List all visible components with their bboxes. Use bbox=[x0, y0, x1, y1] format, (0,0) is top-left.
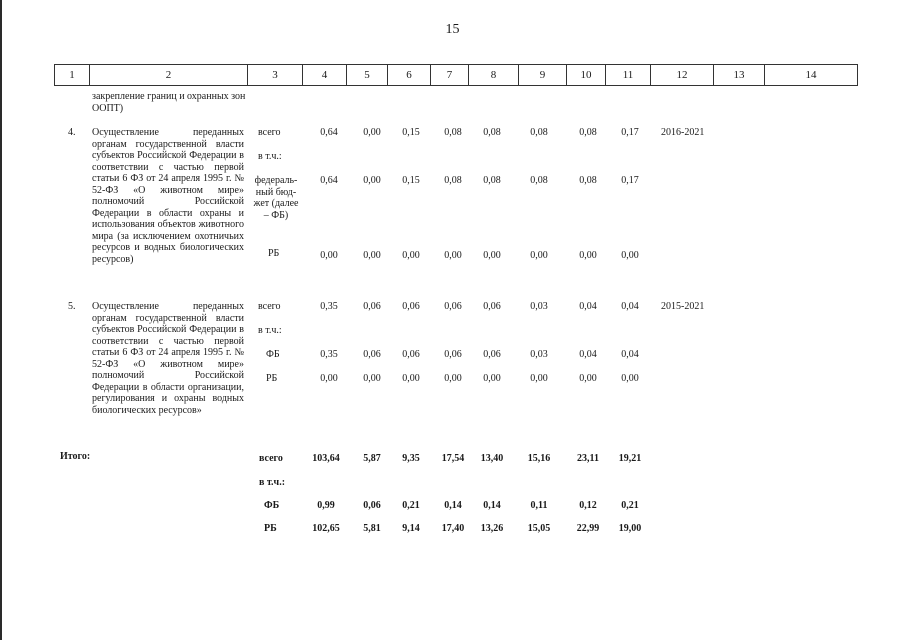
total-value-cell: 23,11 bbox=[577, 453, 599, 464]
value-cell: 0,00 bbox=[402, 373, 420, 384]
fb-label: федераль-ный бюд-жет (далее – ФБ) bbox=[253, 175, 299, 221]
header-col-9: 9 bbox=[519, 64, 567, 86]
period-cell: 2016-2021 bbox=[661, 127, 705, 138]
total-value-cell: 103,64 bbox=[312, 453, 340, 464]
total-value-cell: 19,21 bbox=[618, 453, 642, 464]
value-cell: 0,00 bbox=[483, 373, 501, 384]
total-value-cell: 0,99 bbox=[317, 500, 335, 511]
total-value-cell: 17,54 bbox=[441, 453, 465, 464]
rb-label: РБ bbox=[266, 373, 278, 384]
value-cell: 0,04 bbox=[621, 349, 639, 360]
value-cell: 0,04 bbox=[579, 301, 597, 312]
value-cell: 0,15 bbox=[402, 127, 420, 138]
value-cell: 0,00 bbox=[402, 250, 420, 261]
value-cell: 0,04 bbox=[579, 349, 597, 360]
header-col-1: 1 bbox=[54, 64, 90, 86]
header-col-4: 4 bbox=[303, 64, 347, 86]
value-cell: 0,00 bbox=[444, 373, 462, 384]
value-cell: 0,08 bbox=[444, 127, 462, 138]
value-cell: 0,06 bbox=[483, 349, 501, 360]
value-cell: 0,08 bbox=[579, 175, 597, 186]
value-cell: 0,00 bbox=[530, 250, 548, 261]
total-value-cell: 0,21 bbox=[621, 500, 639, 511]
header-col-10: 10 bbox=[567, 64, 606, 86]
itogo-fb-label: ФБ bbox=[264, 500, 280, 511]
value-cell: 0,00 bbox=[621, 373, 639, 384]
period-cell: 2015-2021 bbox=[661, 301, 705, 312]
value-cell: 0,00 bbox=[363, 373, 381, 384]
value-cell: 0,00 bbox=[579, 373, 597, 384]
value-cell: 0,06 bbox=[483, 301, 501, 312]
header-col-11: 11 bbox=[606, 64, 651, 86]
value-cell: 0,08 bbox=[530, 175, 548, 186]
total-value-cell: 0,14 bbox=[444, 500, 462, 511]
value-cell: 0,17 bbox=[621, 127, 639, 138]
value-cell: 0,17 bbox=[621, 175, 639, 186]
value-cell: 0,06 bbox=[363, 301, 381, 312]
header-col-13: 13 bbox=[714, 64, 765, 86]
itogo-incl-label: в т.ч.: bbox=[259, 477, 286, 488]
value-cell: 0,08 bbox=[530, 127, 548, 138]
value-cell: 0,08 bbox=[483, 175, 501, 186]
header-col-5: 5 bbox=[347, 64, 388, 86]
value-cell: 0,00 bbox=[320, 250, 338, 261]
header-col-3: 3 bbox=[248, 64, 303, 86]
total-value-cell: 13,40 bbox=[480, 453, 504, 464]
total-value-cell: 0,12 bbox=[579, 500, 597, 511]
value-cell: 0,00 bbox=[579, 250, 597, 261]
total-value-cell: 0,06 bbox=[363, 500, 381, 511]
total-value-cell: 19,00 bbox=[618, 523, 642, 534]
total-value-cell: 9,14 bbox=[402, 523, 420, 534]
value-cell: 0,00 bbox=[363, 127, 381, 138]
total-value-cell: 9,35 bbox=[402, 453, 420, 464]
page-number: 15 bbox=[445, 22, 460, 37]
row-description: Осуществление переданных органам государственной власти субъектов Российской Федерации в соответствии с частью первой статьи 6 ФЗ от 24 апреля 1995 г. № 52-ФЗ «О животном мире» полномочий Российской Федерации в области организации, регулирования и охраны водных биологических ресурсов» bbox=[92, 301, 244, 416]
header-col-8: 8 bbox=[469, 64, 519, 86]
total-value-cell: 0,11 bbox=[530, 500, 548, 511]
total-value-cell: 15,05 bbox=[527, 523, 551, 534]
row-number: 4. bbox=[68, 127, 76, 138]
value-cell: 0,00 bbox=[363, 250, 381, 261]
header-col-7: 7 bbox=[431, 64, 469, 86]
value-cell: 0,08 bbox=[444, 175, 462, 186]
total-value-cell: 0,14 bbox=[483, 500, 501, 511]
incl-label: в т.ч.: bbox=[258, 325, 282, 336]
total-value-cell: 15,16 bbox=[527, 453, 551, 464]
value-cell: 0,00 bbox=[530, 373, 548, 384]
rb-label: РБ bbox=[268, 248, 280, 259]
row-number: 5. bbox=[68, 301, 76, 312]
scan-edge bbox=[0, 0, 2, 640]
value-cell: 0,04 bbox=[621, 301, 639, 312]
fb-label: ФБ bbox=[266, 349, 280, 360]
itogo-rb-label: РБ bbox=[264, 523, 277, 534]
value-cell: 0,06 bbox=[402, 349, 420, 360]
row-description: Осуществление переданных органам государственной власти субъектов Российской Федерации в соответствии с частью первой статьи 6 ФЗ от 24 апреля 1995 г. № 52-ФЗ «О животном мире» полномочий Российской Федерации в области охраны и использования объектов животного мира (за исключением охотничьих ресурсов и водных биологических ресурсов) bbox=[92, 127, 244, 265]
total-value-cell: 13,26 bbox=[480, 523, 504, 534]
value-cell: 0,00 bbox=[483, 250, 501, 261]
header-col-12: 12 bbox=[651, 64, 714, 86]
total-value-cell: 102,65 bbox=[312, 523, 340, 534]
value-cell: 0,06 bbox=[444, 301, 462, 312]
header-col-2: 2 bbox=[90, 64, 248, 86]
value-cell: 0,08 bbox=[579, 127, 597, 138]
total-label: всего bbox=[258, 301, 281, 312]
total-value-cell: 5,81 bbox=[363, 523, 381, 534]
value-cell: 0,06 bbox=[444, 349, 462, 360]
total-value-cell: 22,99 bbox=[576, 523, 600, 534]
continuation-text: закрепление границ и охранных зон ООПТ) bbox=[92, 91, 246, 114]
total-value-cell: 0,21 bbox=[402, 500, 420, 511]
total-label: всего bbox=[258, 127, 281, 138]
value-cell: 0,03 bbox=[530, 301, 548, 312]
value-cell: 0,64 bbox=[320, 175, 338, 186]
itogo-label: Итого: bbox=[60, 451, 91, 462]
header-col-14: 14 bbox=[765, 64, 858, 86]
header-col-6: 6 bbox=[388, 64, 431, 86]
incl-label: в т.ч.: bbox=[258, 151, 282, 162]
value-cell: 0,00 bbox=[444, 250, 462, 261]
value-cell: 0,00 bbox=[320, 373, 338, 384]
value-cell: 0,06 bbox=[363, 349, 381, 360]
value-cell: 0,00 bbox=[621, 250, 639, 261]
total-value-cell: 5,87 bbox=[363, 453, 381, 464]
value-cell: 0,06 bbox=[402, 301, 420, 312]
value-cell: 0,35 bbox=[320, 301, 338, 312]
value-cell: 0,64 bbox=[320, 127, 338, 138]
value-cell: 0,03 bbox=[530, 349, 548, 360]
value-cell: 0,15 bbox=[402, 175, 420, 186]
value-cell: 0,00 bbox=[363, 175, 381, 186]
value-cell: 0,35 bbox=[320, 349, 338, 360]
total-value-cell: 17,40 bbox=[441, 523, 465, 534]
value-cell: 0,08 bbox=[483, 127, 501, 138]
itogo-total-label: всего bbox=[259, 453, 283, 464]
